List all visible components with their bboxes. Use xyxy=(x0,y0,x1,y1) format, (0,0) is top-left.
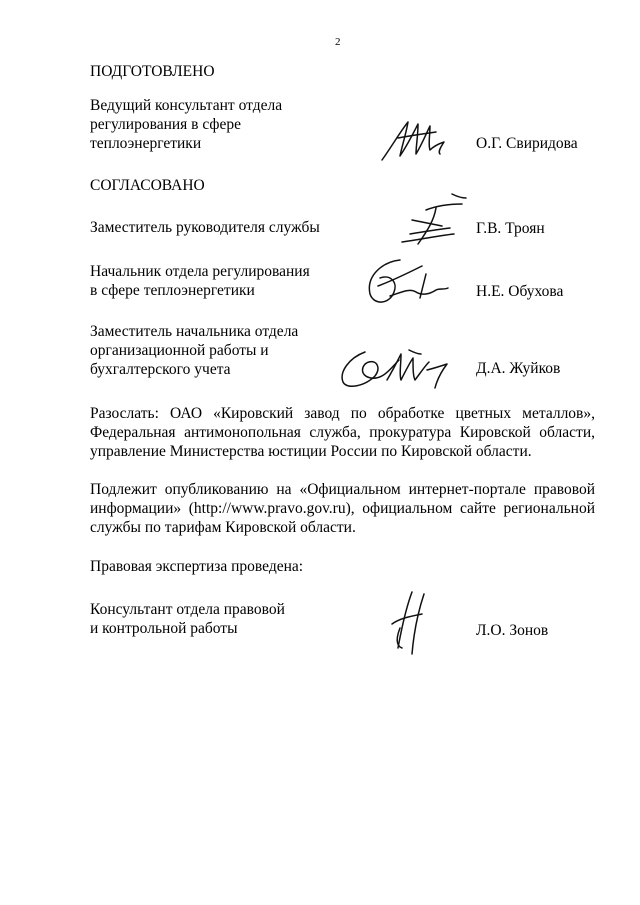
prepared-position: Ведущий консультант отдела регулирования в сфере теплоэнергетики xyxy=(90,97,283,152)
signer-name-troyan: Г.В. Троян xyxy=(476,220,545,237)
agreed-heading: СОГЛАСОВАНО xyxy=(90,177,205,194)
prepared-name: О.Г. Свиридова xyxy=(476,135,578,152)
prepared-heading: ПОДГОТОВЛЕНО xyxy=(90,63,215,80)
legal-review-text: Правовая экспертиза проведена: xyxy=(90,558,304,575)
signer-position-obukhova: Начальник отдела регулирования в сфере теплоэнергетики xyxy=(90,263,310,299)
signer-name-obukhova: Н.Е. Обухова xyxy=(476,283,564,300)
signature-zhuykov xyxy=(335,338,455,398)
page-number: 2 xyxy=(335,36,341,48)
distribution-paragraph: Разослать: ОАО «Кировский завод по обработке цветных металлов», Федеральная антимонопольная служба, прокуратура Кировской области, управление Министерства юстиции России по Кировской области. xyxy=(90,405,595,460)
legal-review-name: Л.О. Зонов xyxy=(476,622,549,639)
signature-zonov xyxy=(382,588,442,660)
signature-sviridova xyxy=(378,116,458,166)
signature-troyan xyxy=(392,190,482,250)
signer-name-zhuykov: Д.А. Жуйков xyxy=(476,360,561,377)
publication-paragraph: Подлежит опубликованию на «Официальном интернет-портале правовой информации» (http://www.pravo.gov.ru), официальном сайте региональной службы по тарифам Кировской области. xyxy=(90,481,595,536)
signature-obukhova xyxy=(360,252,460,312)
signer-position-zhuykov: Заместитель начальника отдела организационной работы и бухгалтерского учета xyxy=(90,323,299,378)
signer-position-troyan: Заместитель руководителя службы xyxy=(90,219,320,236)
legal-review-position: Консультант отдела правовой и контрольной работы xyxy=(90,601,285,637)
